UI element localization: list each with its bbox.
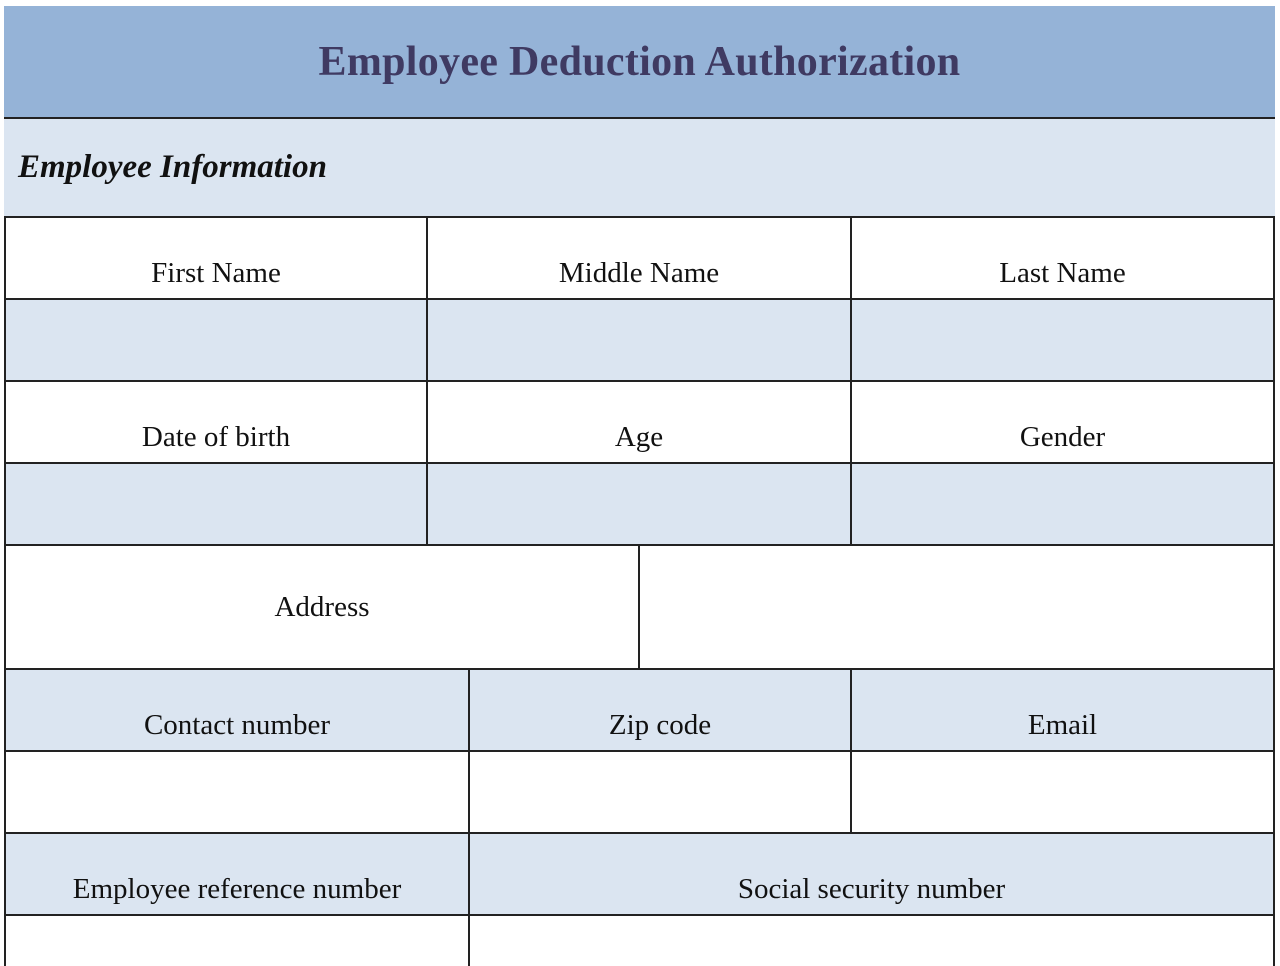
ssn-field[interactable] (470, 916, 1275, 966)
zip-field[interactable] (470, 752, 852, 834)
address-field[interactable] (640, 546, 1275, 670)
gender-field[interactable] (852, 464, 1275, 546)
title-bar (4, 6, 1275, 119)
dob-label: Date of birth (4, 382, 428, 464)
middle-name-field[interactable] (428, 300, 852, 382)
last-name-field[interactable] (852, 300, 1275, 382)
section-header (4, 119, 1275, 218)
age-field[interactable] (428, 464, 852, 546)
contact-field[interactable] (4, 752, 470, 834)
email-field[interactable] (852, 752, 1275, 834)
first-name-label: First Name (4, 218, 428, 300)
gender-label: Gender (852, 382, 1275, 464)
first-name-field[interactable] (4, 300, 428, 382)
ssn-label: Social security number (470, 834, 1275, 916)
form-title: Employee Deduction Authorization (318, 38, 961, 85)
dob-field[interactable] (4, 464, 428, 546)
middle-name-label: Middle Name (428, 218, 852, 300)
section-title: Employee Information (18, 149, 327, 185)
last-name-label: Last Name (852, 218, 1275, 300)
zip-label: Zip code (470, 670, 852, 752)
emp-ref-field[interactable] (4, 916, 470, 966)
age-label: Age (428, 382, 852, 464)
emp-ref-label: Employee reference number (4, 834, 470, 916)
contact-label: Contact number (4, 670, 470, 752)
address-label: Address (4, 546, 640, 670)
email-label: Email (852, 670, 1275, 752)
deduction-form (4, 6, 1275, 966)
